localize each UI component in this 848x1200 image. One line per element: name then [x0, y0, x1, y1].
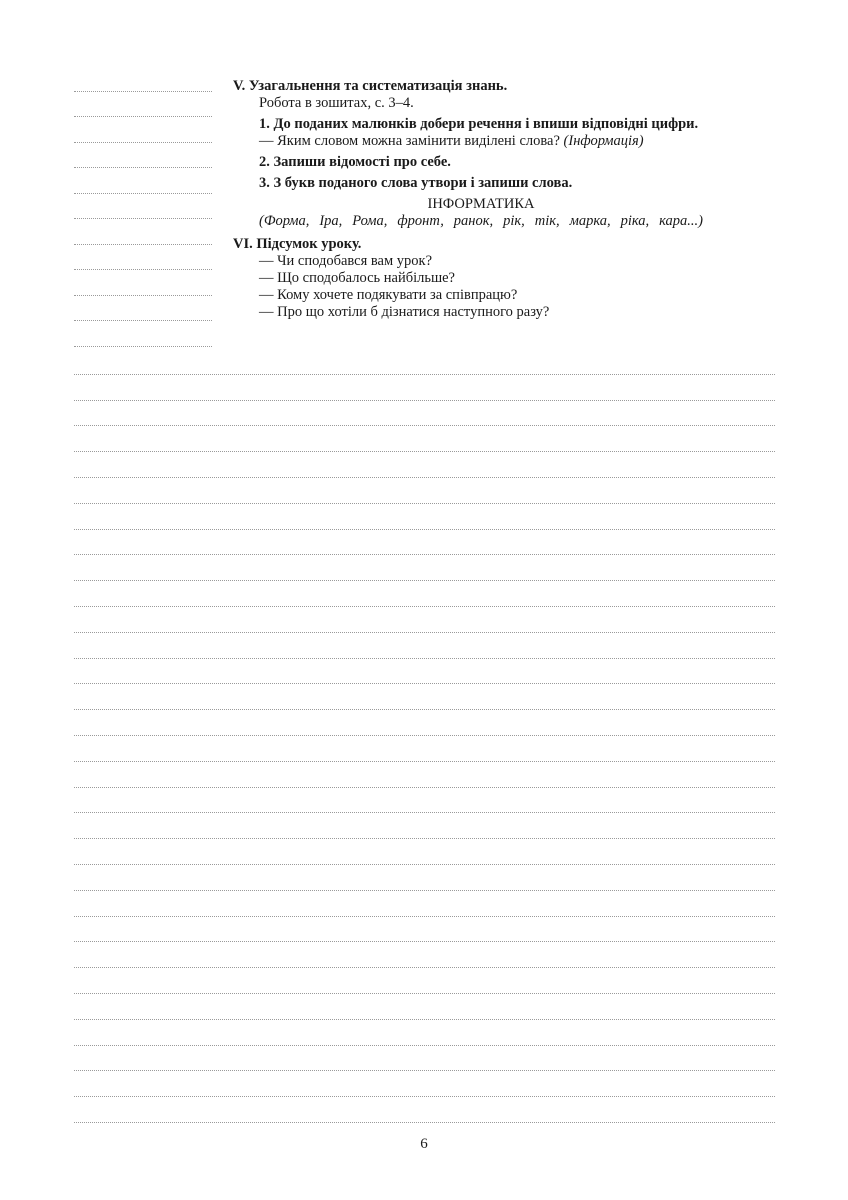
- writing-line: [74, 762, 775, 788]
- writing-line: [74, 917, 775, 943]
- writing-line: [74, 607, 775, 633]
- question-answer: (Інформація): [563, 133, 644, 149]
- writing-line: [74, 375, 775, 401]
- writing-line: [74, 530, 775, 556]
- writing-line: [74, 478, 775, 504]
- writing-line: [74, 659, 775, 685]
- margin-line: [74, 168, 212, 194]
- writing-line: [74, 1097, 775, 1123]
- writing-line: [74, 813, 775, 839]
- margin-note-lines: [74, 66, 212, 347]
- summary-question: — Що сподобалось найбільше?: [259, 270, 455, 286]
- margin-line: [74, 219, 212, 245]
- writing-line: [74, 504, 775, 530]
- writing-lines: [74, 349, 775, 1123]
- writing-line: [74, 1046, 775, 1072]
- writing-line: [74, 349, 775, 375]
- writing-line: [74, 1071, 775, 1097]
- margin-line: [74, 194, 212, 220]
- lesson-content: [233, 78, 703, 321]
- page-number: 6: [420, 1136, 428, 1152]
- writing-line: [74, 452, 775, 478]
- writing-line: [74, 710, 775, 736]
- task-3: 3. З букв поданого слова утвори і запиши слова.: [259, 175, 573, 191]
- writing-line: [74, 788, 775, 814]
- writing-line: [74, 839, 775, 865]
- question-text: — Яким словом можна замінити виділені слова?: [259, 133, 560, 149]
- section-5-intro: Робота в зошитах, с. 3–4.: [259, 95, 414, 111]
- margin-line: [74, 321, 212, 347]
- writing-line: [74, 401, 775, 427]
- writing-line: [74, 994, 775, 1020]
- writing-line: [74, 1020, 775, 1046]
- margin-line: [74, 245, 212, 271]
- writing-line: [74, 581, 775, 607]
- margin-line: [74, 66, 212, 92]
- summary-question: — Про що хотіли б дізнатися наступного разу?: [259, 304, 550, 320]
- writing-line: [74, 736, 775, 762]
- writing-line: [74, 684, 775, 710]
- task-1: 1. До поданих малюнків добери речення і впиши відповідні цифри.: [259, 116, 699, 132]
- task-2: 2. Запиши відомості про себе.: [259, 154, 451, 170]
- section-5-heading: V. Узагальнення та систематизація знань.: [233, 78, 508, 94]
- margin-line: [74, 92, 212, 118]
- summary-question: — Чи сподобався вам урок?: [259, 253, 433, 269]
- writing-line: [74, 968, 775, 994]
- writing-line: [74, 555, 775, 581]
- summary-question: — Кому хочете подякувати за співпрацю?: [259, 287, 518, 303]
- task-1-question: [233, 133, 703, 150]
- margin-line: [74, 117, 212, 143]
- margin-line: [74, 296, 212, 322]
- margin-line: [74, 270, 212, 296]
- writing-line: [74, 942, 775, 968]
- margin-line: [74, 143, 212, 169]
- writing-line: [74, 865, 775, 891]
- writing-line: [74, 891, 775, 917]
- source-word: ІНФОРМАТИКА: [427, 196, 535, 212]
- writing-line: [74, 633, 775, 659]
- writing-line: [74, 426, 775, 452]
- words-list: (Форма, Іра, Рома, фронт, ранок, рік, тік, марка, ріка, кара...): [259, 213, 703, 229]
- section-6-heading: VI. Підсумок уроку.: [233, 236, 362, 252]
